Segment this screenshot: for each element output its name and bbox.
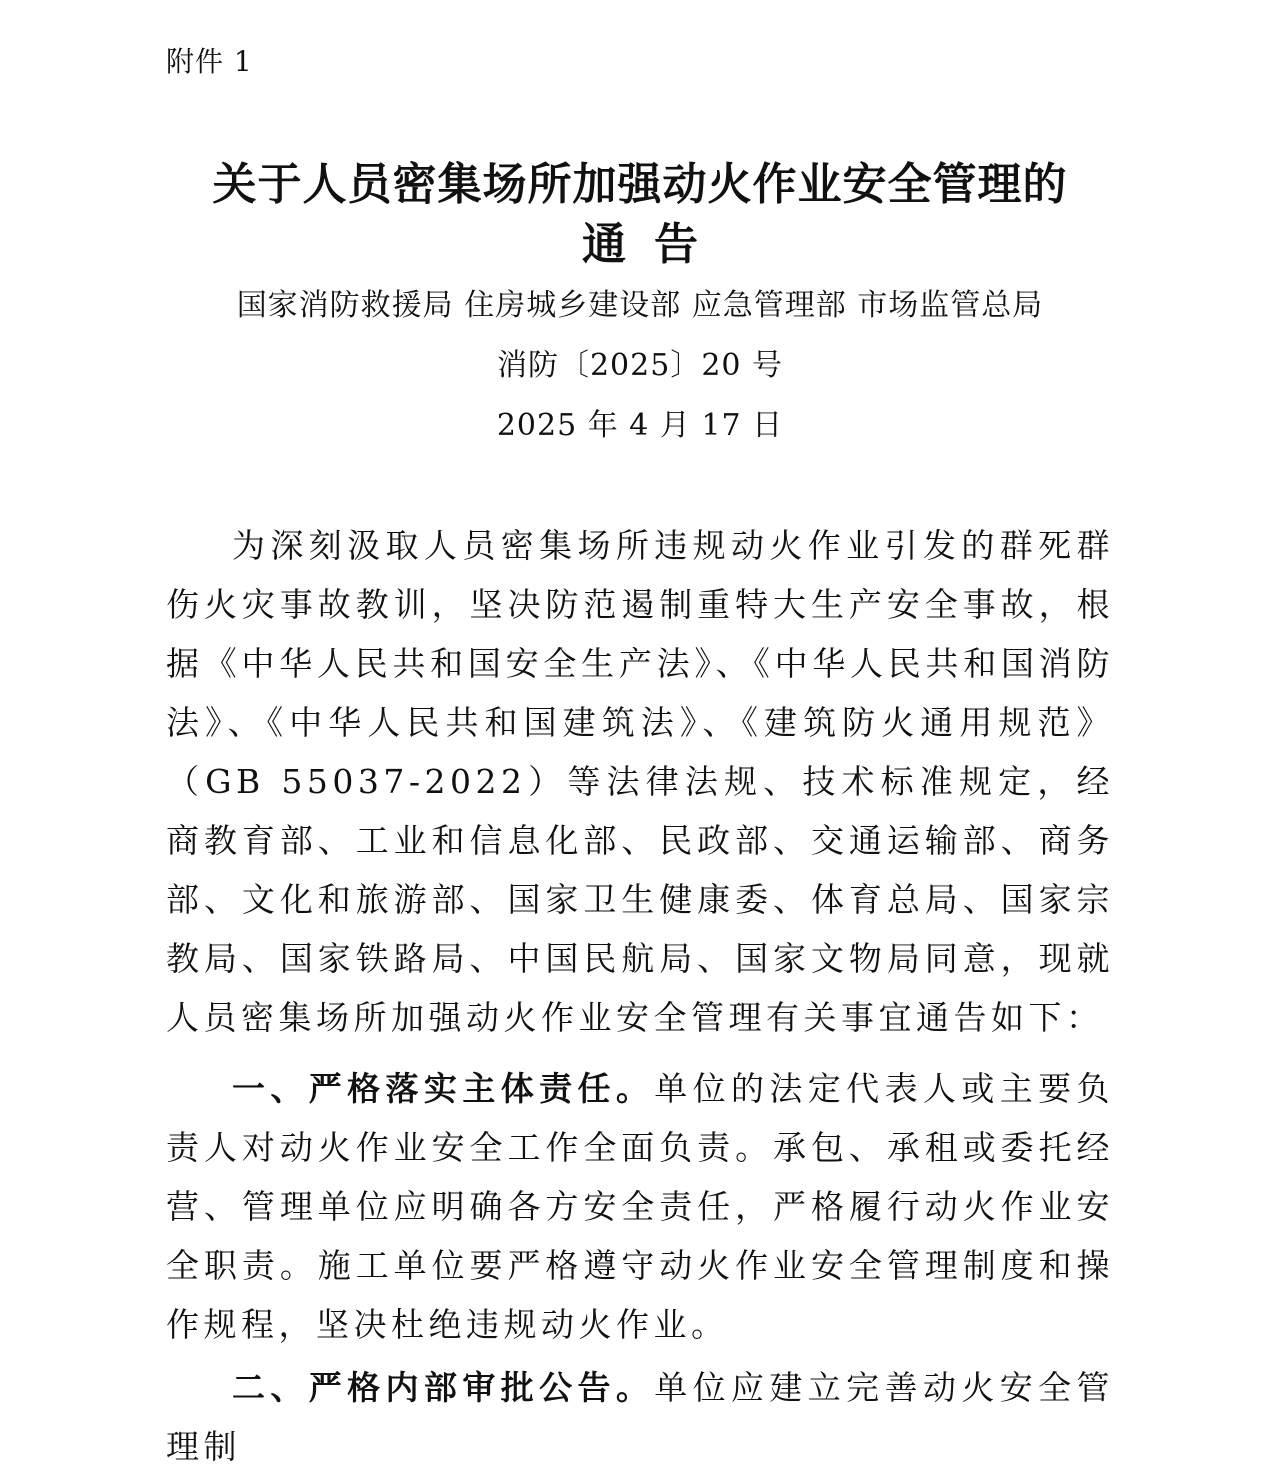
- section-1-body: 单位的法定代表人或主要负责人对动火作业安全工作全面负责。承包、承租或委托经营、管理单位应明确各方安全责任，严格履行动火作业安全职责。施工单位要严格遵守动火作业安全管理制度和操作规程，坚决杜绝违规动火作业。: [166, 1069, 1115, 1344]
- section-2-body: 单位应建立完善动火安全管理制: [166, 1368, 1115, 1466]
- section-2-paragraph: [166, 1358, 1114, 1476]
- intro-text: 为深刻汲取人员密集场所违规动火作业引发的群死群伤火灾事故教训，坚决防范遏制重特大生产安全事故，根据《中华人民共和国安全生产法》、《中华人民共和国消防法》、《中华人民共和国建筑法》、《建筑防火通用规范》（GB 55037-2022）等法律法规、技术标准规定，经商教育部、工业和信息化部、民政部、交通运输部、商务部、文化和旅游部、国家卫生健康委、体育总局、国家宗教局、国家铁路局、中国民航局、国家文物局同意，现就人员密集场所加强动火作业安全管理有关事宜通告如下：: [166, 526, 1114, 1037]
- document-title-line2: 通告: [582, 219, 726, 270]
- issue-date: 2025 年 4 月 17 日: [496, 408, 784, 443]
- issuing-agencies: 国家消防救援局 住房城乡建设部 应急管理部 市场监管总局: [236, 288, 1044, 323]
- section-1-heading: 一、严格落实主体责任。: [232, 1069, 655, 1108]
- document-title-line1: 关于人员密集场所加强动火作业安全管理的: [212, 159, 1068, 210]
- section-1-text: [166, 1059, 1114, 1354]
- section-2-heading: 二、严格内部审批公告。: [232, 1368, 655, 1407]
- attachment-label: 附件 1: [166, 45, 253, 78]
- intro-paragraph: [166, 516, 1114, 1047]
- document-number: 消防〔2025〕20 号: [496, 348, 784, 383]
- section-1-paragraph: [166, 1059, 1114, 1354]
- section-2-text: [166, 1358, 1114, 1476]
